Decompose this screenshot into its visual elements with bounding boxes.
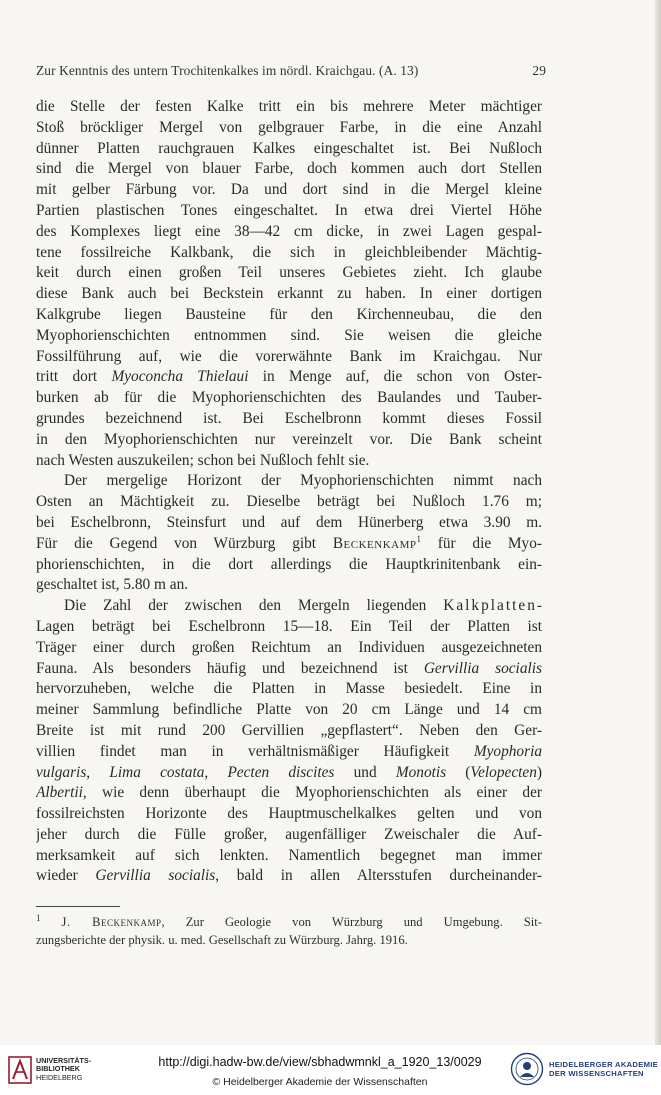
text-line: keit durch einen großen Teil unseres Gebietes zieht. Ich glaube <box>36 264 542 282</box>
text-line: burken ab für die Myophorienschichten des Baulandes und Tauber- <box>36 389 542 407</box>
text-line: die Stelle der festen Kalke tritt ein bis mehrere Meter mächtiger <box>36 98 542 115</box>
text-run: , Zur Geologie von Würzburg und Umgebung. Sit- <box>161 915 542 929</box>
text-line: diese Bank auch bei Beckstein erkannt zu haben. In einer dortigen <box>36 285 542 303</box>
taxon-name: Lima costata <box>109 763 205 781</box>
academy-seal-icon[interactable] <box>510 1052 544 1086</box>
text-line <box>36 534 542 555</box>
text-run: , bald in allen Altersstufen durcheinander- <box>215 867 542 885</box>
text-line <box>36 866 542 887</box>
author-name: Beckenkamp <box>332 534 417 552</box>
text-run: in Menge auf, die schon von Oster- <box>248 368 542 386</box>
text-line: fossilreichsten Horizonte des Hauptmuschelkalkes gelten und von <box>36 805 542 823</box>
footnote-line: zungsberichte der physik. u. med. Gesellschaft zu Würzburg. Jahrg. 1916. <box>36 933 408 947</box>
text-line <box>36 783 542 804</box>
text-run: - <box>536 597 542 615</box>
text-run: ( <box>446 763 471 781</box>
text-line: jeher durch die Fülle großer, augenfälliger Zweischaler die Auf- <box>36 825 542 843</box>
text-run: für die Myo- <box>421 534 542 552</box>
text-line: sind die Mergel von blauer Farbe, doch kommen auch dort Stellen <box>36 160 542 178</box>
text-line: Träger einer durch großen Reichtum an Individuen ausgezeichneten <box>36 638 542 656</box>
text-line: geschaltet ist, 5.80 m an. <box>36 576 189 594</box>
footnote-marker: 1 <box>36 913 41 923</box>
text-line: in den Myophorienschichten nur vereinzelt vor. Die Bank scheint <box>36 430 542 448</box>
text-line: bei Eschelbronn, Steinsfurt und auf dem Hünerberg etwa 3.90 m. <box>36 513 542 531</box>
text-run: , <box>86 763 110 781</box>
spaced-term: Kalkplatten <box>443 597 537 615</box>
taxon-name: Albertii <box>36 784 83 802</box>
text-run: , wie denn überhaupt die Myophorienschichten als einer der <box>82 784 542 802</box>
text-run: villien findet man in verhältnismäßiger Häufigkeit <box>36 742 474 760</box>
text-line: mit gelber Färbung vor. Da und dort sind in die Mergel kleine <box>36 181 542 199</box>
university-library-name <box>36 1057 91 1082</box>
running-title: Zur Kenntnis des untern Trochitenkalkes im nördl. Kraichgau. (A. 13) <box>36 63 419 78</box>
text-line: tene fossilreiche Kalkbank, die sich in gleichbleibender Mächtig- <box>36 243 542 261</box>
taxon-name: Monotis <box>395 763 447 781</box>
text-run: ) <box>536 763 542 781</box>
taxon-name: Myoconcha Thielaui <box>111 368 249 386</box>
text-run: wieder <box>36 867 96 885</box>
text-line: phorienschichten, in die dort allerdings die Hauptkrinitenbank ein- <box>36 555 542 573</box>
text-run: und <box>334 763 396 781</box>
taxon-name: Gervillia socialis <box>95 867 216 885</box>
page-edge-shadow <box>655 0 661 1045</box>
footnote <box>36 913 542 949</box>
library-city: HEIDELBERG <box>36 1072 83 1082</box>
library-name-line: BIBLIOTHEK <box>36 1064 80 1074</box>
library-name-line: UNIVERSITÄTS- <box>36 1056 92 1065</box>
footnote-rule <box>36 906 120 907</box>
text-line: Der mergelige Horizont der Myophorienschichten nimmt nach <box>64 472 542 490</box>
taxon-name: Gervillia socialis <box>423 659 542 677</box>
text-line: hervorzuheben, welche die Platten in Masse besiedelt. Eine in <box>36 680 542 698</box>
text-line: Myophorienschichten entnommen sind. Sie weisen die gleiche <box>36 326 542 344</box>
academy-name-line: HEIDELBERGER AKADEMIE <box>549 1060 658 1069</box>
page-number: 29 <box>532 63 546 78</box>
footnote-ref: 1 <box>416 533 421 544</box>
text-run: Für die Gegend von Würzburg gibt <box>36 534 333 552</box>
text-line: grundes bezeichnend ist. Bei Eschelbronn kommt dieses Fossil <box>36 409 542 427</box>
text-line: Fossilführung auf, wie die vorerwähnte Bank im Kraichgau. Nur <box>36 347 542 365</box>
taxon-name: Myophoria <box>473 742 542 760</box>
university-library-logo-icon[interactable] <box>8 1055 32 1085</box>
permalink-url[interactable]: http://digi.hadw-bw.de/view/sbhadwmnkl_a_1920_13/0029 <box>158 1055 482 1069</box>
text-line: Stoß bröckliger Mergel von gelbgrauer Farbe, in die eine Anzahl <box>36 118 542 136</box>
viewer-footer <box>0 1045 661 1095</box>
academy-name-line: DER WISSENSCHAFTEN <box>549 1069 644 1078</box>
text-run: tritt dort <box>36 368 112 386</box>
text-line: des Komplexes liegt eine 38—42 cm dicke, in zwei Lagen gespal- <box>36 222 542 240</box>
text-line: Lagen beträgt bei Eschelbronn 15—18. Ein Teil der Platten ist <box>36 617 542 635</box>
text-line: Kalkgrube liegen Bausteine für den Kirchenneubau, die den <box>36 305 542 323</box>
taxon-name: vulgaris <box>36 763 87 781</box>
text-line <box>36 659 542 680</box>
text-line: dünner Platten rauchgrauen Kalkes eingeschaltet ist. Bei Nußloch <box>36 139 542 157</box>
copyright-notice: © Heidelberger Akademie der Wissenschaften <box>212 1076 428 1088</box>
text-line: nach Westen auszukeilen; schon bei Nußloch fehlt sie. <box>36 451 370 469</box>
text-run: Fauna. Als besonders häufig und bezeichnend ist <box>36 659 424 677</box>
text-line: Osten an Mächtigkeit zu. Dieselbe beträgt bei Nußloch 1.76 m; <box>36 493 542 511</box>
text-line: merksamkeit auf sich lenkten. Namentlich begegnet man immer <box>36 846 542 864</box>
text-line: Breite ist mit rund 200 Gervillien „gepflastert“. Neben den Ger- <box>36 721 542 739</box>
author-name: J. Beckenkamp <box>61 915 162 929</box>
body-text <box>36 97 542 887</box>
academy-name <box>549 1060 658 1078</box>
text-line <box>36 596 542 617</box>
text-line <box>36 367 542 388</box>
text-line <box>36 742 542 763</box>
text-run: , <box>204 763 228 781</box>
taxon-name: Pecten discites <box>227 763 335 781</box>
text-line: Partien plastischen Tones eingeschaltet. In etwa drei Viertel Höhe <box>36 201 542 219</box>
footnote-line <box>36 913 542 931</box>
running-head <box>36 63 546 83</box>
taxon-name: Velopecten <box>470 763 537 781</box>
text-run: Die Zahl der zwischen den Mergeln liegenden <box>64 597 444 615</box>
text-line: meiner Sammlung befindliche Platte von 20 cm Länge und 14 cm <box>36 701 542 719</box>
text-line <box>36 763 542 784</box>
